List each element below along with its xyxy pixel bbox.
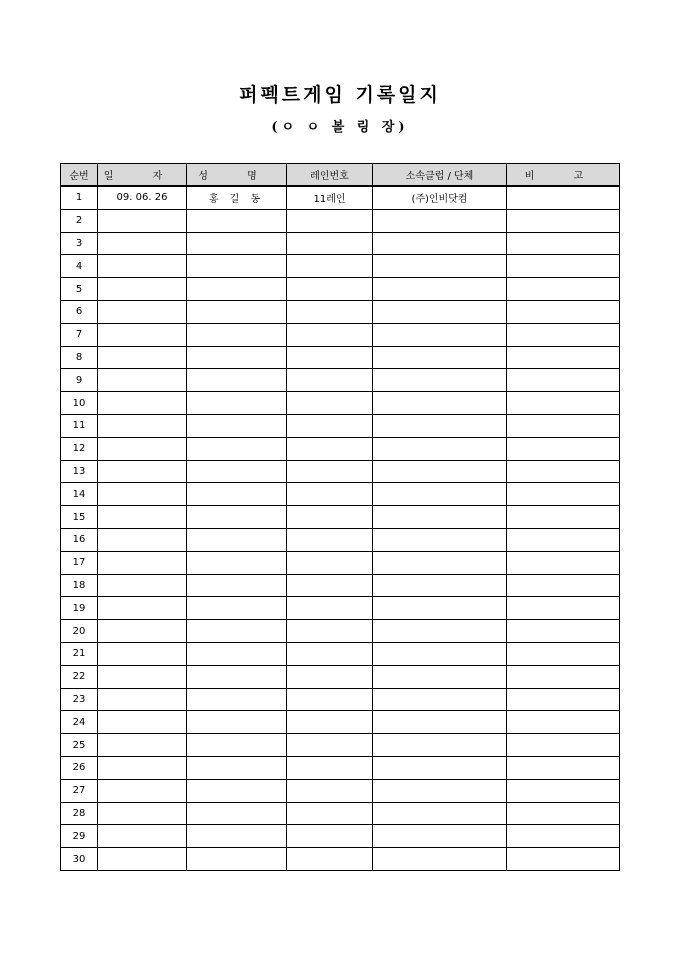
cell-club	[373, 209, 507, 232]
table-row	[61, 711, 620, 734]
cell-club	[373, 460, 507, 483]
cell-club	[373, 665, 507, 688]
cell-date	[98, 688, 187, 711]
document-subtitle: (ㅇ ㅇ 볼 링 장)	[271, 120, 409, 135]
cell-date	[98, 574, 187, 597]
cell-club	[373, 392, 507, 415]
table-row	[61, 665, 620, 688]
cell-club	[373, 848, 507, 871]
cell-note	[507, 688, 620, 711]
cell-date	[98, 620, 187, 643]
cell-club	[373, 369, 507, 392]
cell-note	[507, 506, 620, 529]
cell-no: 18	[61, 574, 98, 597]
cell-club	[373, 414, 507, 437]
cell-lane	[287, 346, 373, 369]
table-row	[61, 300, 620, 323]
table-row	[61, 414, 620, 437]
cell-name	[187, 346, 287, 369]
cell-date	[98, 825, 187, 848]
cell-lane	[287, 848, 373, 871]
cell-club	[373, 346, 507, 369]
table-row	[61, 802, 620, 825]
table-row	[61, 620, 620, 643]
table-row	[61, 437, 620, 460]
cell-note	[507, 186, 620, 209]
cell-lane	[287, 278, 373, 301]
header-note: 비 고	[507, 164, 620, 187]
cell-name	[187, 369, 287, 392]
cell-name	[187, 597, 287, 620]
cell-club	[373, 551, 507, 574]
table-row	[61, 483, 620, 506]
cell-lane	[287, 802, 373, 825]
cell-note	[507, 665, 620, 688]
cell-no: 7	[61, 323, 98, 346]
cell-date	[98, 392, 187, 415]
cell-lane	[287, 779, 373, 802]
cell-note	[507, 483, 620, 506]
cell-lane	[287, 232, 373, 255]
cell-club	[373, 300, 507, 323]
cell-no: 21	[61, 642, 98, 665]
cell-note	[507, 756, 620, 779]
cell-name	[187, 734, 287, 757]
cell-date	[98, 756, 187, 779]
cell-note	[507, 278, 620, 301]
header-date: 일 자	[98, 164, 187, 187]
table-body	[61, 186, 620, 870]
cell-club	[373, 734, 507, 757]
cell-note	[507, 802, 620, 825]
cell-name	[187, 665, 287, 688]
cell-lane	[287, 597, 373, 620]
cell-name	[187, 551, 287, 574]
table-header	[61, 164, 620, 187]
cell-date	[98, 551, 187, 574]
cell-lane	[287, 483, 373, 506]
cell-no: 3	[61, 232, 98, 255]
cell-name	[187, 232, 287, 255]
cell-club	[373, 620, 507, 643]
cell-no: 20	[61, 620, 98, 643]
table-row	[61, 323, 620, 346]
cell-name	[187, 802, 287, 825]
cell-note	[507, 848, 620, 871]
cell-club	[373, 232, 507, 255]
cell-date	[98, 255, 187, 278]
cell-date	[98, 414, 187, 437]
cell-note	[507, 642, 620, 665]
cell-name	[187, 779, 287, 802]
cell-no: 30	[61, 848, 98, 871]
cell-no: 1	[61, 186, 98, 209]
cell-name	[187, 460, 287, 483]
header-lane: 레인번호	[287, 164, 373, 187]
cell-no: 23	[61, 688, 98, 711]
cell-club	[373, 255, 507, 278]
cell-no: 27	[61, 779, 98, 802]
cell-lane	[287, 414, 373, 437]
cell-club	[373, 506, 507, 529]
cell-lane	[287, 300, 373, 323]
cell-name	[187, 848, 287, 871]
table-row	[61, 346, 620, 369]
cell-club	[373, 278, 507, 301]
cell-lane	[287, 392, 373, 415]
cell-date	[98, 300, 187, 323]
cell-no: 6	[61, 300, 98, 323]
table-row	[61, 392, 620, 415]
header-name: 성 명	[187, 164, 287, 187]
cell-no: 9	[61, 369, 98, 392]
cell-club	[373, 597, 507, 620]
cell-note	[507, 460, 620, 483]
cell-no: 16	[61, 528, 98, 551]
cell-name	[187, 323, 287, 346]
cell-date	[98, 278, 187, 301]
table-row	[61, 574, 620, 597]
perfect-game-log-table	[60, 163, 620, 871]
cell-club	[373, 528, 507, 551]
header-no: 순번	[61, 164, 98, 187]
cell-note	[507, 369, 620, 392]
cell-lane	[287, 209, 373, 232]
document-title: 퍼펙트게임 기록일지	[239, 84, 441, 106]
cell-note	[507, 779, 620, 802]
cell-no: 17	[61, 551, 98, 574]
cell-note	[507, 528, 620, 551]
cell-club	[373, 437, 507, 460]
cell-lane	[287, 506, 373, 529]
cell-date	[98, 232, 187, 255]
table-row	[61, 528, 620, 551]
cell-lane	[287, 551, 373, 574]
cell-no: 10	[61, 392, 98, 415]
cell-date	[98, 711, 187, 734]
cell-lane	[287, 574, 373, 597]
cell-name	[187, 528, 287, 551]
table-row	[61, 209, 620, 232]
cell-club	[373, 825, 507, 848]
cell-date	[98, 346, 187, 369]
cell-date	[98, 734, 187, 757]
cell-no: 4	[61, 255, 98, 278]
table-row	[61, 232, 620, 255]
cell-lane	[287, 437, 373, 460]
cell-no: 2	[61, 209, 98, 232]
cell-no: 13	[61, 460, 98, 483]
cell-club	[373, 642, 507, 665]
cell-note	[507, 711, 620, 734]
cell-lane: 11레인	[287, 186, 373, 209]
cell-lane	[287, 255, 373, 278]
table-row	[61, 756, 620, 779]
cell-note	[507, 551, 620, 574]
cell-name	[187, 209, 287, 232]
cell-name	[187, 620, 287, 643]
cell-name	[187, 688, 287, 711]
cell-date	[98, 802, 187, 825]
cell-name	[187, 574, 287, 597]
cell-no: 25	[61, 734, 98, 757]
cell-lane	[287, 620, 373, 643]
cell-lane	[287, 825, 373, 848]
cell-name	[187, 756, 287, 779]
cell-note	[507, 232, 620, 255]
cell-club	[373, 756, 507, 779]
cell-note	[507, 734, 620, 757]
cell-name	[187, 278, 287, 301]
cell-no: 5	[61, 278, 98, 301]
cell-club	[373, 323, 507, 346]
cell-name: 홍 길 동	[187, 186, 287, 209]
cell-note	[507, 574, 620, 597]
cell-club: (주)인비닷컴	[373, 186, 507, 209]
cell-date	[98, 779, 187, 802]
cell-lane	[287, 711, 373, 734]
table-row	[61, 825, 620, 848]
table-row	[61, 186, 620, 209]
cell-note	[507, 346, 620, 369]
cell-no: 12	[61, 437, 98, 460]
cell-club	[373, 483, 507, 506]
cell-no: 22	[61, 665, 98, 688]
cell-note	[507, 620, 620, 643]
cell-name	[187, 414, 287, 437]
table-row	[61, 779, 620, 802]
cell-note	[507, 300, 620, 323]
cell-date	[98, 323, 187, 346]
cell-name	[187, 255, 287, 278]
cell-note	[507, 323, 620, 346]
cell-note	[507, 825, 620, 848]
cell-name	[187, 825, 287, 848]
cell-no: 11	[61, 414, 98, 437]
table-row	[61, 460, 620, 483]
cell-name	[187, 483, 287, 506]
cell-club	[373, 688, 507, 711]
table-row	[61, 551, 620, 574]
table-row	[61, 734, 620, 757]
cell-note	[507, 392, 620, 415]
cell-no: 29	[61, 825, 98, 848]
cell-name	[187, 711, 287, 734]
cell-club	[373, 802, 507, 825]
cell-date	[98, 528, 187, 551]
cell-no: 24	[61, 711, 98, 734]
cell-name	[187, 392, 287, 415]
cell-date	[98, 848, 187, 871]
cell-lane	[287, 688, 373, 711]
cell-lane	[287, 756, 373, 779]
cell-date	[98, 483, 187, 506]
cell-date	[98, 460, 187, 483]
cell-no: 8	[61, 346, 98, 369]
cell-date	[98, 369, 187, 392]
header-row	[61, 164, 620, 187]
cell-date	[98, 597, 187, 620]
table-row	[61, 369, 620, 392]
table-row	[61, 255, 620, 278]
table-row	[61, 848, 620, 871]
cell-club	[373, 574, 507, 597]
table-row	[61, 597, 620, 620]
cell-no: 26	[61, 756, 98, 779]
cell-name	[187, 437, 287, 460]
cell-date	[98, 665, 187, 688]
cell-note	[507, 414, 620, 437]
cell-date	[98, 437, 187, 460]
cell-no: 14	[61, 483, 98, 506]
cell-lane	[287, 323, 373, 346]
cell-club	[373, 779, 507, 802]
cell-lane	[287, 369, 373, 392]
cell-no: 19	[61, 597, 98, 620]
cell-no: 15	[61, 506, 98, 529]
cell-date	[98, 209, 187, 232]
cell-lane	[287, 528, 373, 551]
cell-lane	[287, 460, 373, 483]
table-row	[61, 278, 620, 301]
cell-name	[187, 506, 287, 529]
cell-note	[507, 209, 620, 232]
cell-note	[507, 255, 620, 278]
cell-lane	[287, 665, 373, 688]
cell-note	[507, 437, 620, 460]
table-row	[61, 506, 620, 529]
cell-lane	[287, 734, 373, 757]
cell-date: 09. 06. 26	[98, 186, 187, 209]
table-row	[61, 642, 620, 665]
cell-lane	[287, 642, 373, 665]
cell-club	[373, 711, 507, 734]
cell-name	[187, 300, 287, 323]
cell-date	[98, 642, 187, 665]
cell-no: 28	[61, 802, 98, 825]
header-club: 소속클럽 / 단체	[373, 164, 507, 187]
table-row	[61, 688, 620, 711]
cell-date	[98, 506, 187, 529]
cell-note	[507, 597, 620, 620]
cell-name	[187, 642, 287, 665]
